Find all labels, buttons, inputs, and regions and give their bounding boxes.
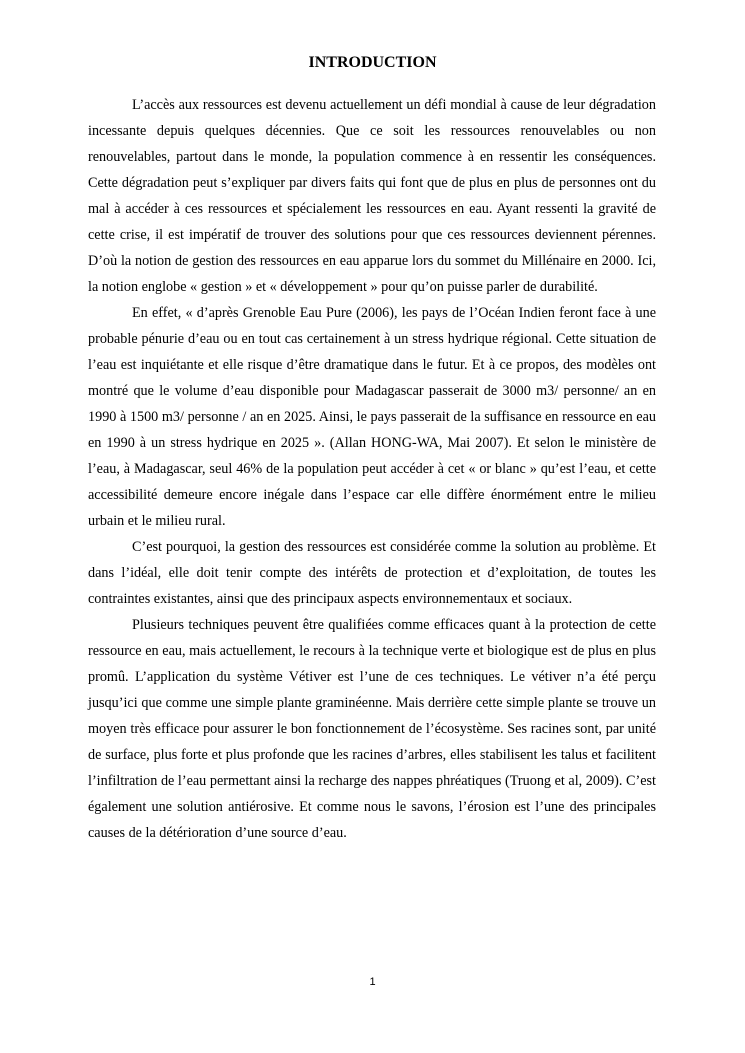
paragraph: C’est pourquoi, la gestion des ressources est considérée comme la solution au problème. Et dans l’idéal, elle doit tenir compte des intérêts de protection et d’exploitation, de toutes les contraintes existantes, ainsi que des principaux aspects environnementaux et sociaux. [88, 539, 656, 607]
body-text [88, 92, 656, 846]
paragraph: Plusieurs techniques peuvent être qualifiées comme efficaces quant à la protection de cette ressource en eau, mais actuellement, le recours à la technique verte et biologique est de plus en plus promû. L’application du système Vétiver est l’une de ces techniques. Le vétiver n’a été perçu jusqu’ici que comme une simple plante graminéenne. Mais derrière cette simple plante se trouve un moyen très efficace pour assurer le bon fonctionnement de l’écosystème. Ses racines sont, par unité de surface, plus forte et plus profonde que les racines d’arbres, elles stabilisent les talus et facilitent l’infiltration de l’eau permettant ainsi la recharge des nappes phréatiques (Truong et al, 2009). C’est également une solution antiérosive. Et comme nous le savons, l’érosion est l’une des principales causes de la détérioration d’une source d’eau. [88, 617, 656, 841]
page-number: 1 [369, 976, 376, 988]
paragraph: L’accès aux ressources est devenu actuellement un défi mondial à cause de leur dégradation incessante depuis quelques décennies. Que ce soit les ressources renouvelables ou non renouvelables, partout dans le monde, la population commence à en ressentir les conséquences. Cette dégradation peut s’expliquer par divers faits qui font que de plus en plus de personnes ont du mal à accéder à ces ressources et spécialement les ressources en eau. Ayant ressenti la gravité de cette crise, il est impératif de trouver des solutions pour que ces ressources deviennent pérennes. D’où la notion de gestion des ressources en eau apparue lors du sommet du Millénaire en 2000. Ici, la notion englobe « gestion » et « développement » pour qu’on puisse parler de durabilité. [88, 97, 656, 295]
page-title: INTRODUCTION [308, 54, 437, 71]
paragraph: En effet, « d’après Grenoble Eau Pure (2006), les pays de l’Océan Indien feront face à une probable pénurie d’eau ou en tout cas certainement à un stress hydrique régional. Cette situation de l’eau est inquiétante et elle risque d’être dramatique dans le futur. Et à ce propos, des modèles ont montré que le volume d’eau disponible pour Madagascar passerait de 3000 m3/ personne/ an en 1990 à 1500 m3/ personne / an en 2025. Ainsi, le pays passerait de la suffisance en ressource en eau en 1990 à un stress hydrique en 2025 ». (Allan HONG-WA, Mai 2007). Et selon le ministère de l’eau, à Madagascar, seul 46% de la population peut accéder à cet « or blanc » qu’est l’eau, et cette accessibilité demeure encore inégale dans l’espace car elle diffère énormément entre le milieu urbain et le milieu rural. [88, 305, 656, 529]
